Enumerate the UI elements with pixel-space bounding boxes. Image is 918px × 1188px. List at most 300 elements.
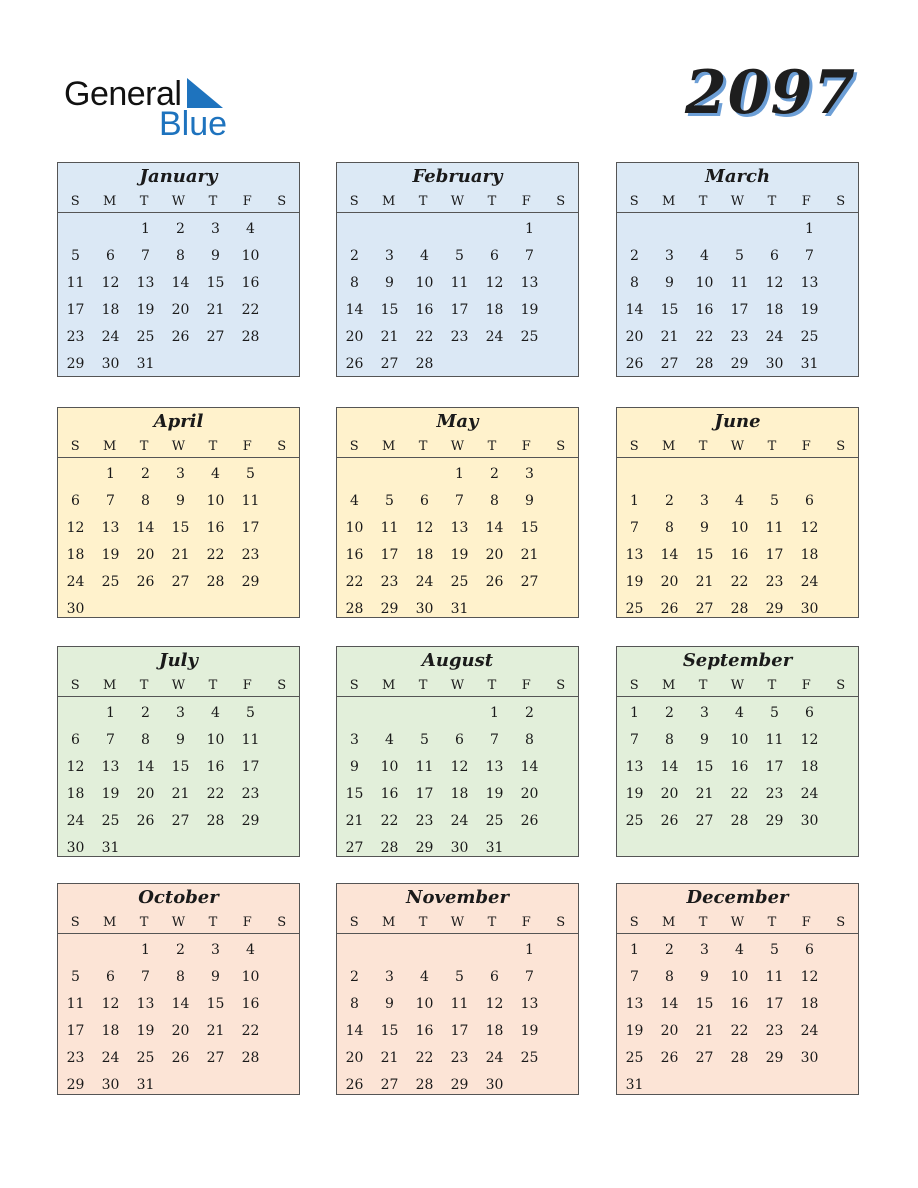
day-cell: 7 <box>141 969 150 985</box>
day-cell: 18 <box>485 1023 504 1039</box>
day-cell: 10 <box>415 996 434 1012</box>
empty-day-cell <box>477 218 512 245</box>
day-cell: 17 <box>450 1023 469 1039</box>
day-cell: 28 <box>415 356 434 372</box>
month-header <box>58 408 299 458</box>
day-grid <box>58 697 299 864</box>
day-cell: 2 <box>665 493 674 509</box>
day-cell: 3 <box>350 732 359 748</box>
day-cell: 7 <box>106 732 115 748</box>
day-cell: 3 <box>385 969 394 985</box>
day-cell: 27 <box>695 601 714 617</box>
day-grid <box>58 213 299 380</box>
day-grid <box>58 934 299 1101</box>
day-cell: 5 <box>770 493 779 509</box>
day-cell: 19 <box>625 574 644 590</box>
day-cell: 9 <box>700 969 709 985</box>
day-cell: 23 <box>66 329 85 345</box>
day-cell: 10 <box>380 759 399 775</box>
day-cell: 25 <box>101 813 120 829</box>
day-cell: 24 <box>66 574 85 590</box>
month-name: September <box>682 650 793 671</box>
day-cell: 11 <box>66 275 85 291</box>
day-cell: 14 <box>485 520 504 536</box>
day-cell: 11 <box>450 275 469 291</box>
day-cell: 27 <box>695 813 714 829</box>
day-cell: 5 <box>455 969 464 985</box>
day-cell: 29 <box>730 356 749 372</box>
day-cell: 9 <box>176 732 185 748</box>
empty-day-cell <box>442 939 477 966</box>
day-cell: 20 <box>520 786 539 802</box>
day-cell: 1 <box>490 705 499 721</box>
day-cell: 8 <box>141 493 150 509</box>
weekday-label: F <box>521 678 531 693</box>
day-cell: 12 <box>485 275 504 291</box>
day-cell: 10 <box>241 248 260 264</box>
weekday-label: F <box>242 439 252 454</box>
day-cell: 5 <box>71 969 80 985</box>
weekday-header-row <box>617 439 858 454</box>
day-cell: 26 <box>171 329 190 345</box>
weekday-label: S <box>277 915 287 930</box>
day-cell: 8 <box>176 969 185 985</box>
day-cell: 19 <box>450 547 469 563</box>
day-cell: 20 <box>136 547 155 563</box>
weekday-label: S <box>70 678 80 693</box>
day-cell: 13 <box>101 520 120 536</box>
day-cell: 10 <box>241 969 260 985</box>
empty-day-cell <box>442 702 477 729</box>
weekday-label: T <box>767 194 777 209</box>
weekday-label: T <box>208 915 218 930</box>
weekday-label: F <box>801 194 811 209</box>
weekday-label: T <box>418 915 428 930</box>
day-grid <box>337 458 578 625</box>
day-cell: 27 <box>380 1077 399 1093</box>
day-cell: 10 <box>206 493 225 509</box>
day-cell: 26 <box>660 601 679 617</box>
day-cell: 6 <box>106 969 115 985</box>
day-cell: 2 <box>141 705 150 721</box>
day-cell: 8 <box>665 520 674 536</box>
weekday-label: S <box>836 678 846 693</box>
day-cell: 4 <box>246 942 255 958</box>
day-cell: 30 <box>800 813 819 829</box>
weekday-label: F <box>801 439 811 454</box>
weekday-label: W <box>171 194 186 209</box>
weekday-label: S <box>70 194 80 209</box>
day-cell: 4 <box>735 705 744 721</box>
day-cell: 31 <box>485 840 504 856</box>
day-cell: 30 <box>66 840 85 856</box>
day-cell: 30 <box>800 601 819 617</box>
day-cell: 12 <box>415 520 434 536</box>
day-cell: 4 <box>246 221 255 237</box>
day-cell: 9 <box>385 996 394 1012</box>
weekday-label: T <box>418 194 428 209</box>
day-cell: 3 <box>665 248 674 264</box>
day-cell: 27 <box>171 813 190 829</box>
day-cell: 23 <box>765 574 784 590</box>
month-april <box>57 407 300 618</box>
day-cell: 8 <box>665 969 674 985</box>
day-cell: 11 <box>765 520 784 536</box>
day-cell: 18 <box>101 1023 120 1039</box>
weekday-label: M <box>102 915 117 930</box>
day-cell: 16 <box>730 547 749 563</box>
day-cell: 20 <box>171 302 190 318</box>
day-cell: 20 <box>136 786 155 802</box>
day-cell: 21 <box>660 329 679 345</box>
weekday-label: F <box>242 678 252 693</box>
day-cell: 24 <box>415 574 434 590</box>
day-cell: 24 <box>800 574 819 590</box>
day-cell: 8 <box>630 275 639 291</box>
day-cell: 17 <box>241 520 260 536</box>
day-cell: 4 <box>420 969 429 985</box>
day-cell: 29 <box>66 1077 85 1093</box>
day-cell: 19 <box>101 547 120 563</box>
weekday-label: W <box>730 678 745 693</box>
day-cell: 17 <box>380 547 399 563</box>
day-cell: 19 <box>625 786 644 802</box>
weekday-label: S <box>277 439 287 454</box>
weekday-label: S <box>70 439 80 454</box>
day-cell: 10 <box>730 969 749 985</box>
weekday-label: T <box>698 915 708 930</box>
empty-day-cell <box>652 463 687 490</box>
day-cell: 12 <box>101 275 120 291</box>
weekday-label: S <box>70 915 80 930</box>
day-cell: 5 <box>420 732 429 748</box>
day-cell: 3 <box>176 705 185 721</box>
day-cell: 31 <box>800 356 819 372</box>
weekday-label: W <box>450 194 465 209</box>
day-cell: 6 <box>71 732 80 748</box>
weekday-label: T <box>418 678 428 693</box>
day-cell: 9 <box>700 520 709 536</box>
day-cell: 27 <box>380 356 399 372</box>
day-cell: 22 <box>415 329 434 345</box>
day-cell: 31 <box>136 1077 155 1093</box>
day-grid <box>337 697 578 864</box>
day-cell: 27 <box>206 1050 225 1066</box>
weekday-label: M <box>381 194 396 209</box>
weekday-header-row <box>58 439 299 454</box>
day-cell: 24 <box>765 329 784 345</box>
day-cell: 21 <box>695 574 714 590</box>
day-cell: 22 <box>415 1050 434 1066</box>
day-cell: 11 <box>450 996 469 1012</box>
month-header <box>58 884 299 934</box>
day-cell: 31 <box>625 1077 644 1093</box>
day-cell: 11 <box>66 996 85 1012</box>
day-cell: 7 <box>630 520 639 536</box>
day-grid <box>337 213 578 380</box>
day-cell: 30 <box>101 356 120 372</box>
day-cell: 26 <box>136 574 155 590</box>
day-cell: 8 <box>490 493 499 509</box>
weekday-label: S <box>629 439 639 454</box>
day-cell: 9 <box>350 759 359 775</box>
month-name: April <box>153 411 204 432</box>
day-cell: 14 <box>136 520 155 536</box>
day-cell: 4 <box>700 248 709 264</box>
day-cell: 2 <box>176 942 185 958</box>
day-cell: 10 <box>415 275 434 291</box>
day-cell: 17 <box>730 302 749 318</box>
day-cell: 2 <box>665 942 674 958</box>
day-cell: 20 <box>660 786 679 802</box>
day-cell: 6 <box>455 732 464 748</box>
day-cell: 25 <box>520 1050 539 1066</box>
day-cell: 26 <box>345 356 364 372</box>
empty-day-cell <box>687 218 722 245</box>
weekday-label: S <box>836 194 846 209</box>
logo-word-general: General <box>64 75 182 113</box>
weekday-header-row <box>617 678 858 693</box>
day-cell: 16 <box>730 996 749 1012</box>
day-cell: 12 <box>101 996 120 1012</box>
day-cell: 7 <box>106 493 115 509</box>
day-cell: 12 <box>66 520 85 536</box>
month-name: May <box>436 411 479 432</box>
weekday-label: T <box>418 439 428 454</box>
day-cell: 26 <box>485 574 504 590</box>
month-header <box>337 163 578 213</box>
day-cell: 13 <box>625 996 644 1012</box>
day-cell: 1 <box>106 466 115 482</box>
day-cell: 17 <box>765 759 784 775</box>
day-cell: 3 <box>211 942 220 958</box>
day-cell: 23 <box>450 1050 469 1066</box>
day-cell: 25 <box>485 813 504 829</box>
day-cell: 4 <box>735 942 744 958</box>
day-cell: 6 <box>770 248 779 264</box>
day-cell: 16 <box>730 759 749 775</box>
month-header <box>617 884 858 934</box>
month-january <box>57 162 300 377</box>
empty-day-cell <box>407 702 442 729</box>
weekday-label: T <box>139 194 149 209</box>
day-cell: 6 <box>490 248 499 264</box>
day-cell: 23 <box>241 547 260 563</box>
day-cell: 21 <box>380 1050 399 1066</box>
weekday-label: S <box>349 915 359 930</box>
weekday-header-row <box>337 678 578 693</box>
weekday-label: T <box>208 439 218 454</box>
weekday-label: T <box>139 678 149 693</box>
day-cell: 18 <box>415 547 434 563</box>
day-cell: 14 <box>625 302 644 318</box>
day-cell: 18 <box>101 302 120 318</box>
day-cell: 4 <box>211 705 220 721</box>
weekday-label: W <box>450 439 465 454</box>
day-cell: 23 <box>241 786 260 802</box>
day-cell: 14 <box>171 996 190 1012</box>
day-cell: 2 <box>176 221 185 237</box>
empty-day-cell <box>337 702 372 729</box>
month-august <box>336 646 579 857</box>
weekday-header-row <box>58 194 299 209</box>
weekday-header-row <box>337 194 578 209</box>
empty-day-cell <box>337 463 372 490</box>
day-cell: 3 <box>700 942 709 958</box>
day-cell: 28 <box>380 840 399 856</box>
weekday-label: M <box>661 439 676 454</box>
weekday-header-row <box>337 439 578 454</box>
day-cell: 19 <box>485 786 504 802</box>
day-cell: 10 <box>730 520 749 536</box>
empty-day-cell <box>792 463 827 490</box>
day-cell: 29 <box>765 601 784 617</box>
day-cell: 7 <box>490 732 499 748</box>
day-cell: 24 <box>800 1023 819 1039</box>
day-cell: 12 <box>450 759 469 775</box>
day-cell: 14 <box>136 759 155 775</box>
day-cell: 11 <box>415 759 434 775</box>
weekday-label: S <box>629 915 639 930</box>
day-cell: 12 <box>800 969 819 985</box>
empty-day-cell <box>372 939 407 966</box>
weekday-label: F <box>801 678 811 693</box>
day-cell: 26 <box>345 1077 364 1093</box>
month-name: August <box>421 650 494 671</box>
weekday-label: F <box>521 915 531 930</box>
day-cell: 31 <box>450 601 469 617</box>
day-cell: 19 <box>101 786 120 802</box>
weekday-label: T <box>139 915 149 930</box>
day-cell: 12 <box>66 759 85 775</box>
day-cell: 3 <box>385 248 394 264</box>
day-cell: 14 <box>345 302 364 318</box>
weekday-label: W <box>171 678 186 693</box>
day-cell: 13 <box>101 759 120 775</box>
day-cell: 29 <box>241 574 260 590</box>
day-cell: 18 <box>66 786 85 802</box>
empty-day-cell <box>58 218 93 245</box>
month-december <box>616 883 859 1095</box>
weekday-label: M <box>381 439 396 454</box>
empty-day-cell <box>722 463 757 490</box>
day-cell: 26 <box>660 1050 679 1066</box>
day-cell: 27 <box>345 840 364 856</box>
weekday-label: M <box>102 678 117 693</box>
empty-day-cell <box>442 218 477 245</box>
day-cell: 7 <box>805 248 814 264</box>
day-cell: 19 <box>520 302 539 318</box>
day-cell: 13 <box>625 759 644 775</box>
month-header <box>337 884 578 934</box>
weekday-label: W <box>450 678 465 693</box>
weekday-label: S <box>836 439 846 454</box>
day-cell: 28 <box>206 813 225 829</box>
day-cell: 8 <box>525 732 534 748</box>
day-cell: 22 <box>695 329 714 345</box>
day-cell: 20 <box>345 329 364 345</box>
day-cell: 5 <box>246 466 255 482</box>
day-cell: 20 <box>171 1023 190 1039</box>
weekday-label: S <box>277 678 287 693</box>
day-cell: 27 <box>520 574 539 590</box>
day-cell: 1 <box>141 221 150 237</box>
day-cell: 21 <box>695 786 714 802</box>
month-november <box>336 883 579 1095</box>
day-cell: 7 <box>630 732 639 748</box>
day-cell: 23 <box>765 1023 784 1039</box>
day-cell: 4 <box>735 493 744 509</box>
day-cell: 5 <box>455 248 464 264</box>
day-cell: 4 <box>211 466 220 482</box>
empty-day-cell <box>58 939 93 966</box>
day-cell: 25 <box>800 329 819 345</box>
month-name: January <box>139 166 218 187</box>
day-cell: 31 <box>101 840 120 856</box>
day-cell: 20 <box>660 1023 679 1039</box>
day-cell: 5 <box>770 942 779 958</box>
weekday-label: W <box>171 439 186 454</box>
day-cell: 12 <box>800 520 819 536</box>
weekday-label: S <box>349 439 359 454</box>
day-cell: 27 <box>660 356 679 372</box>
empty-day-cell <box>722 218 757 245</box>
weekday-label: S <box>277 194 287 209</box>
day-cell: 17 <box>765 547 784 563</box>
weekday-label: T <box>208 678 218 693</box>
day-cell: 15 <box>380 302 399 318</box>
empty-day-cell <box>617 218 652 245</box>
day-cell: 17 <box>415 786 434 802</box>
month-header <box>337 408 578 458</box>
day-cell: 6 <box>805 705 814 721</box>
day-cell: 30 <box>800 1050 819 1066</box>
weekday-label: T <box>487 915 497 930</box>
day-cell: 25 <box>136 329 155 345</box>
day-cell: 5 <box>246 705 255 721</box>
day-cell: 24 <box>485 329 504 345</box>
day-cell: 28 <box>206 574 225 590</box>
day-cell: 24 <box>101 1050 120 1066</box>
day-cell: 1 <box>525 221 534 237</box>
weekday-label: W <box>450 915 465 930</box>
weekday-label: W <box>730 915 745 930</box>
day-grid <box>58 458 299 625</box>
day-cell: 14 <box>660 996 679 1012</box>
day-cell: 1 <box>630 942 639 958</box>
day-cell: 31 <box>136 356 155 372</box>
day-cell: 15 <box>345 786 364 802</box>
empty-day-cell <box>757 463 792 490</box>
day-cell: 1 <box>630 705 639 721</box>
day-cell: 5 <box>71 248 80 264</box>
day-cell: 4 <box>420 248 429 264</box>
day-cell: 19 <box>520 1023 539 1039</box>
day-cell: 4 <box>350 493 359 509</box>
day-cell: 23 <box>450 329 469 345</box>
weekday-label: F <box>242 915 252 930</box>
empty-day-cell <box>407 939 442 966</box>
day-cell: 19 <box>800 302 819 318</box>
day-cell: 22 <box>206 547 225 563</box>
day-cell: 18 <box>450 786 469 802</box>
day-cell: 30 <box>101 1077 120 1093</box>
day-cell: 16 <box>206 520 225 536</box>
weekday-label: T <box>487 194 497 209</box>
day-cell: 3 <box>525 466 534 482</box>
day-cell: 7 <box>141 248 150 264</box>
weekday-header-row <box>58 915 299 930</box>
